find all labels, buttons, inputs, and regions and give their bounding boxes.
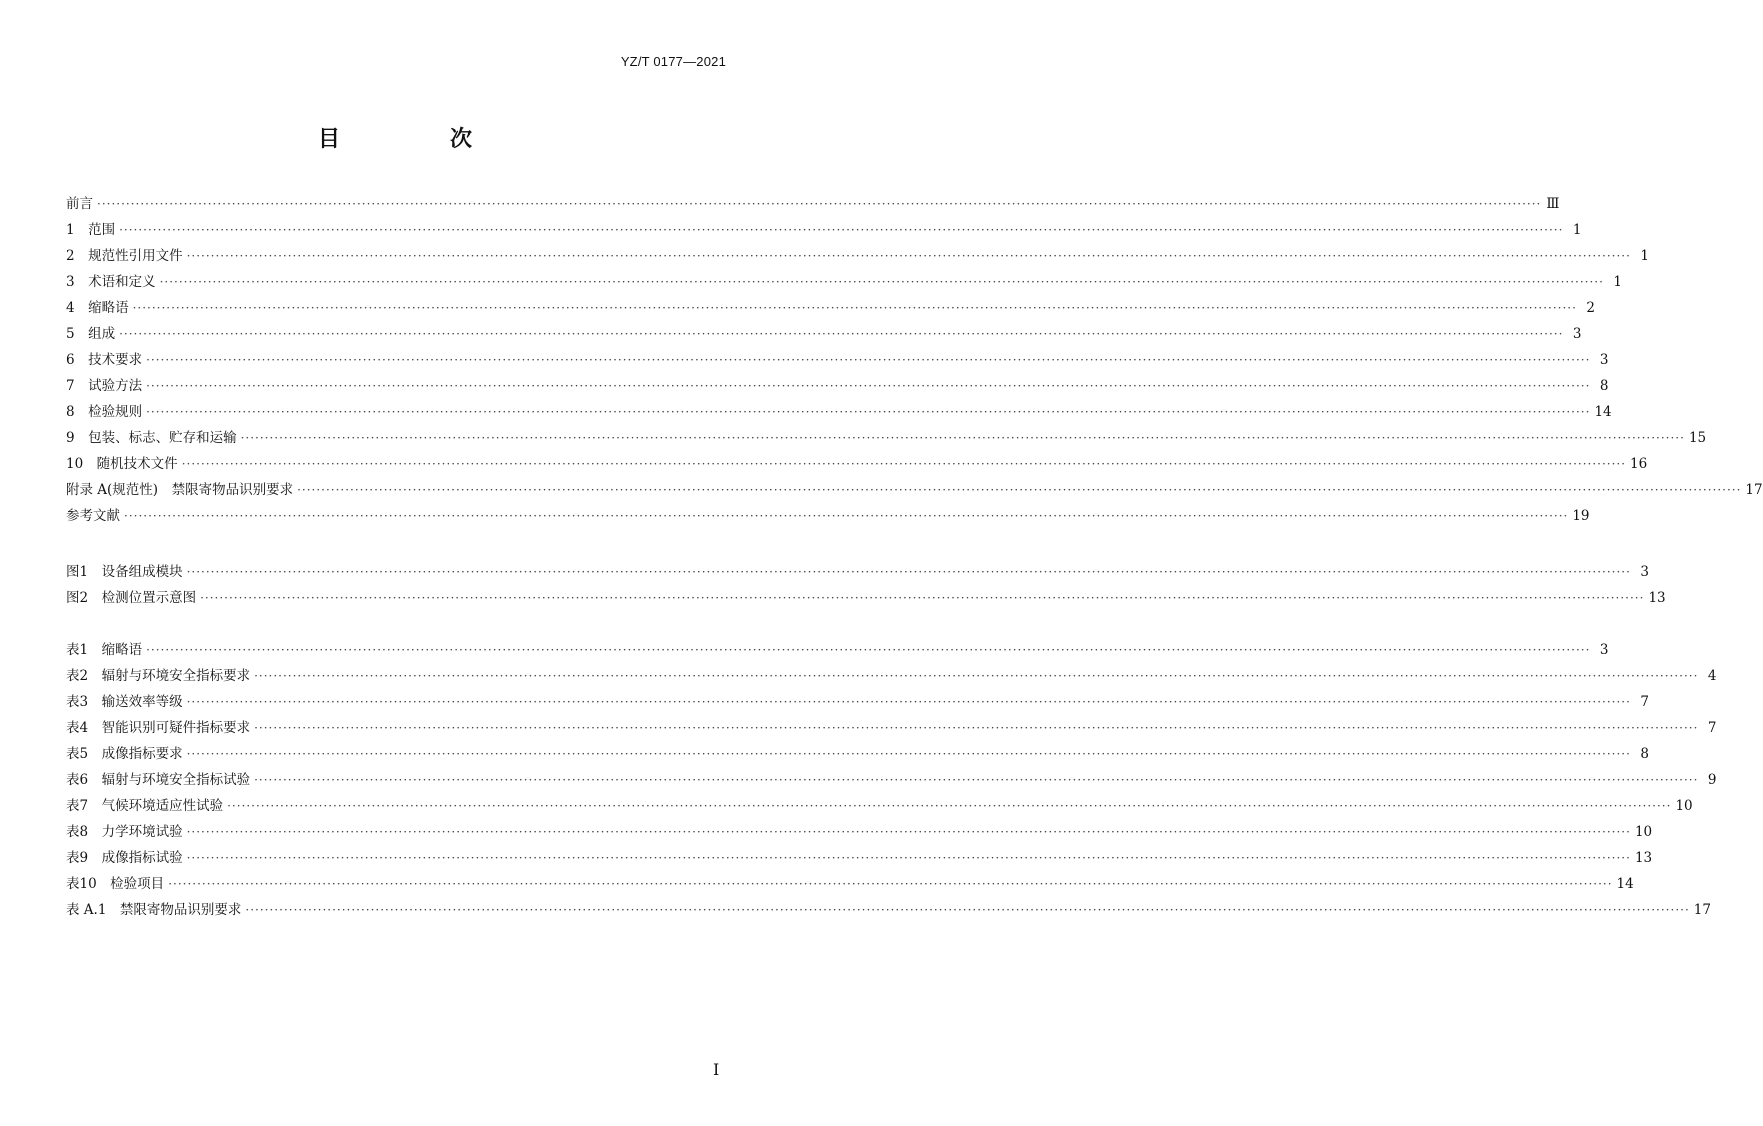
dot-leader: ············································································································································································································································································································ — [146, 353, 1591, 367]
table-entry-page: 8 — [1640, 746, 1649, 762]
figure-entry[interactable] — [66, 585, 1666, 611]
dot-leader: ············································································································································································································································································································ — [168, 877, 1613, 891]
toc-entry-page: 1 — [1613, 274, 1622, 290]
dot-leader: ············································································································································································································································································································ — [146, 643, 1591, 657]
toc-entry-title: 8 检验规则 — [66, 404, 143, 420]
dot-leader: ············································································································································································································································································································ — [186, 565, 1631, 579]
dot-leader: ············································································································································································································································································································ — [181, 457, 1627, 471]
toc-entry-page: 14 — [1594, 404, 1612, 420]
dot-leader: ············································································································································································································································································································ — [146, 379, 1591, 393]
dot-leader: ············································································································································································································································································································ — [254, 773, 1699, 787]
page-title: 目 次 — [317, 126, 516, 152]
toc-entry-page: Ⅲ — [1546, 196, 1560, 212]
dot-leader: ············································································································································································································································································································ — [245, 903, 1690, 917]
dot-leader: ············································································································································································································································································································ — [254, 669, 1699, 683]
dot-leader: ············································································································································································································································································································ — [254, 721, 1699, 735]
table-entry[interactable] — [66, 819, 1653, 845]
table-entry[interactable] — [66, 689, 1649, 715]
page-number: I — [713, 1060, 720, 1079]
dot-leader: ············································································································································································································································································································ — [132, 301, 1577, 315]
dot-leader: ············································································································································································································································································································ — [159, 275, 1604, 289]
dot-leader: ············································································································································································································································································································ — [119, 327, 1564, 341]
dot-leader: ············································································································································································································································································································ — [146, 405, 1591, 419]
table-entry-page: 4 — [1707, 668, 1717, 684]
toc-entry[interactable] — [66, 347, 1609, 373]
figure-entry[interactable] — [66, 559, 1649, 585]
toc-entry-title: 附录 A(规范性) 禁限寄物品识别要求 — [66, 482, 294, 498]
table-entry[interactable] — [66, 793, 1693, 819]
table-entry[interactable] — [66, 767, 1717, 793]
table-entry-page: 13 — [1634, 850, 1653, 866]
toc-entry-page: 3 — [1599, 352, 1609, 368]
figure-entry-title: 图2 检测位置示意图 — [66, 590, 197, 606]
toc-entry-title: 5 组成 — [66, 326, 116, 342]
dot-leader: ············································································································································································································································································································ — [186, 695, 1631, 709]
table-entry[interactable] — [66, 637, 1609, 663]
figure-entry-title: 图1 设备组成模块 — [66, 564, 183, 580]
dot-leader: ············································································································································································································································································································ — [227, 799, 1672, 813]
table-entry-title: 表8 力学环境试验 — [66, 824, 183, 840]
table-entry-page: 14 — [1616, 876, 1634, 892]
document-code: YZ/T 0177—2021 — [620, 54, 726, 69]
toc-entry-title: 1 范围 — [66, 222, 116, 238]
table-entry-title: 表6 辐射与环境安全指标试验 — [66, 772, 251, 788]
dot-leader: ············································································································································································································································································································ — [186, 747, 1631, 761]
figure-entry-page: 3 — [1640, 564, 1649, 580]
toc-entry-title: 4 缩略语 — [66, 300, 129, 316]
toc-entry[interactable] — [66, 451, 1648, 477]
table-entry-page: 7 — [1640, 694, 1649, 710]
table-entry[interactable] — [66, 845, 1653, 871]
toc-entry-title: 参考文献 — [66, 508, 120, 524]
toc-entry[interactable] — [66, 399, 1612, 425]
table-entry-title: 表 A.1 禁限寄物品识别要求 — [66, 902, 242, 918]
table-entry-title: 表10 检验项目 — [66, 876, 165, 892]
toc-entry-title: 2 规范性引用文件 — [66, 248, 183, 264]
table-entry[interactable] — [66, 897, 1711, 923]
dot-leader: ············································································································································································································································································································ — [186, 851, 1631, 865]
dot-leader: ············································································································································································································································································································ — [297, 483, 1742, 497]
toc-entry-page: 3 — [1572, 326, 1582, 342]
toc-entry-title: 9 包装、标志、贮存和运输 — [66, 430, 237, 446]
table-entry-page: 7 — [1707, 720, 1717, 736]
dot-leader: ············································································································································································································································································································ — [240, 431, 1685, 445]
toc-entry-title: 7 试验方法 — [66, 378, 143, 394]
table-entry-title: 表5 成像指标要求 — [66, 746, 183, 762]
dot-leader: ············································································································································································································································································································ — [186, 825, 1631, 839]
toc-entry-page: 17 — [1745, 482, 1763, 498]
toc-entry-page: 1 — [1572, 222, 1582, 238]
table-entry[interactable] — [66, 871, 1634, 897]
toc-entry-title: 6 技术要求 — [66, 352, 143, 368]
toc-entry[interactable] — [66, 217, 1582, 243]
toc-entry[interactable] — [66, 477, 1763, 503]
toc-entry-page: 15 — [1688, 430, 1707, 446]
toc-entry-title: 3 术语和定义 — [66, 274, 156, 290]
table-entry-title: 表2 辐射与环境安全指标要求 — [66, 668, 251, 684]
table-entry-page: 10 — [1634, 824, 1653, 840]
toc-entry-page: 2 — [1586, 300, 1595, 316]
toc-entry[interactable] — [66, 191, 1560, 217]
table-entry-title: 表9 成像指标试验 — [66, 850, 183, 866]
toc-entry-page: 1 — [1640, 248, 1649, 264]
table-entry[interactable] — [66, 741, 1649, 767]
toc-entry-title: 10 随机技术文件 — [66, 456, 178, 472]
toc-entry-title: 前言 — [66, 196, 93, 212]
table-entry-page: 17 — [1693, 902, 1711, 918]
table-entry[interactable] — [66, 663, 1717, 689]
dot-leader: ············································································································································································································································································································ — [124, 509, 1569, 523]
toc-entry-page: 19 — [1572, 508, 1590, 524]
toc-entry-page: 16 — [1630, 456, 1648, 472]
table-entry-page: 10 — [1675, 798, 1693, 814]
table-entry-page: 9 — [1707, 772, 1717, 788]
table-entry-title: 表1 缩略语 — [66, 642, 143, 658]
toc-entry[interactable] — [66, 373, 1609, 399]
table-entry-title: 表4 智能识别可疑件指标要求 — [66, 720, 251, 736]
figure-entry-page: 13 — [1648, 590, 1666, 606]
toc-entry[interactable] — [66, 269, 1622, 295]
toc-entry[interactable] — [66, 295, 1595, 321]
toc-entry[interactable] — [66, 243, 1649, 269]
toc-entry[interactable] — [66, 425, 1707, 451]
dot-leader: ············································································································································································································································································································ — [97, 197, 1542, 211]
dot-leader: ············································································································································································································································································································ — [186, 249, 1631, 263]
dot-leader: ············································································································································································································································································································ — [119, 223, 1564, 237]
table-entry-title: 表7 气候环境适应性试验 — [66, 798, 224, 814]
toc-entry[interactable] — [66, 503, 1590, 529]
dot-leader: ············································································································································································································································································································ — [200, 591, 1645, 605]
toc-entry-page: 8 — [1599, 378, 1609, 394]
table-entry[interactable] — [66, 715, 1717, 741]
table-entry-title: 表3 输送效率等级 — [66, 694, 183, 710]
toc-entry[interactable] — [66, 321, 1582, 347]
table-entry-page: 3 — [1599, 642, 1609, 658]
